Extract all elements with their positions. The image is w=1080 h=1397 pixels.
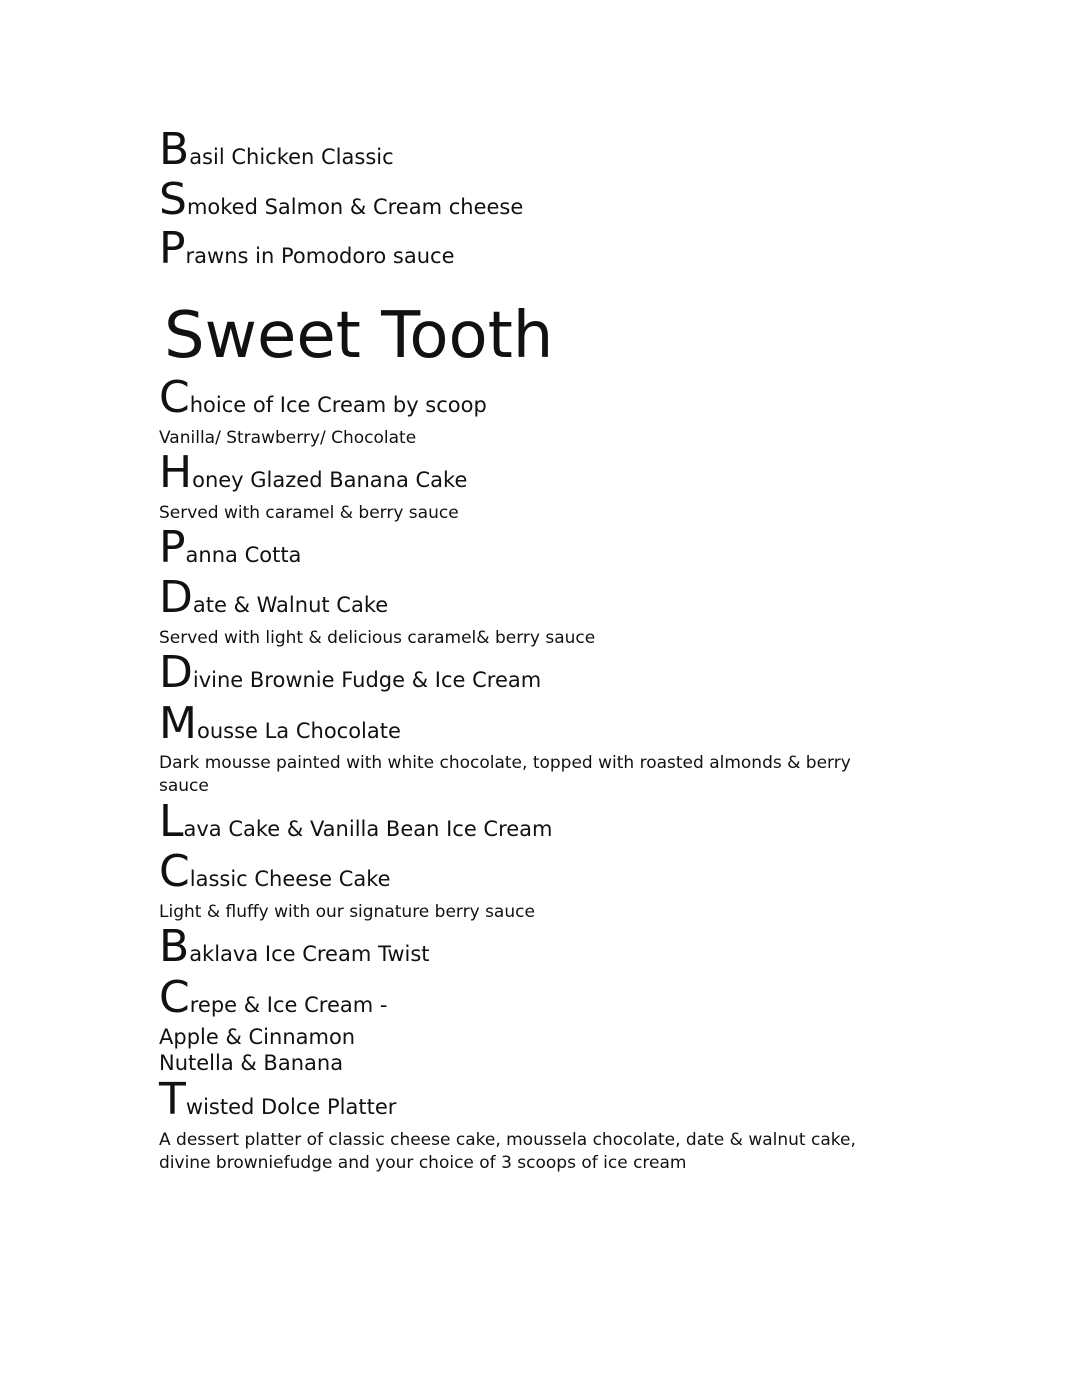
item-name: lassic Cheese Cake: [189, 867, 391, 891]
menu-item-prawns: [159, 223, 919, 278]
item-name: aklava Ice Cream Twist: [189, 942, 430, 966]
item-initial: C: [159, 972, 190, 1023]
menu-item-ice-cream: [159, 372, 919, 427]
item-name: hoice of Ice Cream by scoop: [189, 393, 487, 417]
item-name: oney Glazed Banana Cake: [192, 468, 468, 492]
item-name: rawns in Pomodoro sauce: [185, 244, 455, 268]
item-initial: P: [159, 522, 186, 573]
menu-item-basil-chicken: [159, 124, 919, 179]
menu-item-platter: [159, 1074, 919, 1129]
item-initial: M: [159, 698, 197, 749]
menu-item-smoked-salmon: [159, 174, 919, 229]
item-initial: D: [159, 572, 193, 623]
menu-item-date-walnut: [159, 572, 919, 627]
item-description: Vanilla/ Strawberry/ Chocolate: [159, 428, 417, 448]
section-title: Sweet Tooth: [164, 299, 554, 373]
menu-item-lava-cake: [159, 796, 919, 851]
item-name: ivine Brownie Fudge & Ice Cream: [192, 668, 542, 692]
menu-item-crepe: [159, 972, 919, 1027]
item-initial: S: [159, 174, 187, 225]
item-description: Light & fluffy with our signature berry sauce: [159, 902, 535, 922]
item-initial: D: [159, 647, 193, 698]
item-description: Served with light & delicious caramel& berry sauce: [159, 628, 596, 648]
item-name: ava Cake & Vanilla Bean Ice Cream: [183, 817, 553, 841]
menu-item-brownie: [159, 647, 919, 702]
item-name: wisted Dolce Platter: [185, 1095, 397, 1119]
menu-item-panna-cotta: [159, 522, 919, 577]
item-option: Apple & Cinnamon: [159, 1025, 356, 1049]
menu-item-cheese-cake: [159, 846, 919, 901]
item-option: Nutella & Banana: [159, 1051, 344, 1075]
item-initial: C: [159, 372, 190, 423]
item-initial: B: [159, 124, 190, 175]
item-description: Dark mousse painted with white chocolate, topped with roasted almonds & berry sauce: [159, 753, 851, 796]
item-description: Served with caramel & berry sauce: [159, 503, 459, 523]
item-name: ousse La Chocolate: [196, 719, 401, 743]
item-initial: P: [159, 223, 186, 274]
item-initial: L: [159, 796, 184, 847]
menu-item-baklava: [159, 921, 919, 976]
item-initial: H: [159, 447, 193, 498]
item-name: repe & Ice Cream -: [189, 993, 388, 1017]
menu-item-mousse: [159, 698, 919, 753]
item-initial: C: [159, 846, 190, 897]
menu-item-banana-cake: [159, 447, 919, 502]
item-name: asil Chicken Classic: [189, 145, 394, 169]
item-name: moked Salmon & Cream cheese: [186, 195, 524, 219]
item-name: ate & Walnut Cake: [192, 593, 389, 617]
item-initial: T: [159, 1074, 186, 1125]
item-initial: B: [159, 921, 190, 972]
item-description: A dessert platter of classic cheese cake, moussela chocolate, date & walnut cake, divine browniefudge and your choice of 3 scoops of ice cream: [159, 1130, 856, 1173]
item-name: anna Cotta: [185, 543, 302, 567]
